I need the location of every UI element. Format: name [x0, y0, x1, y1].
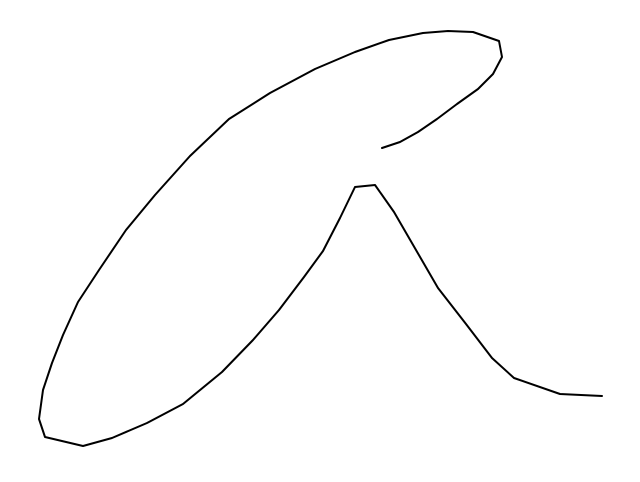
freehand-stroke	[39, 31, 602, 446]
